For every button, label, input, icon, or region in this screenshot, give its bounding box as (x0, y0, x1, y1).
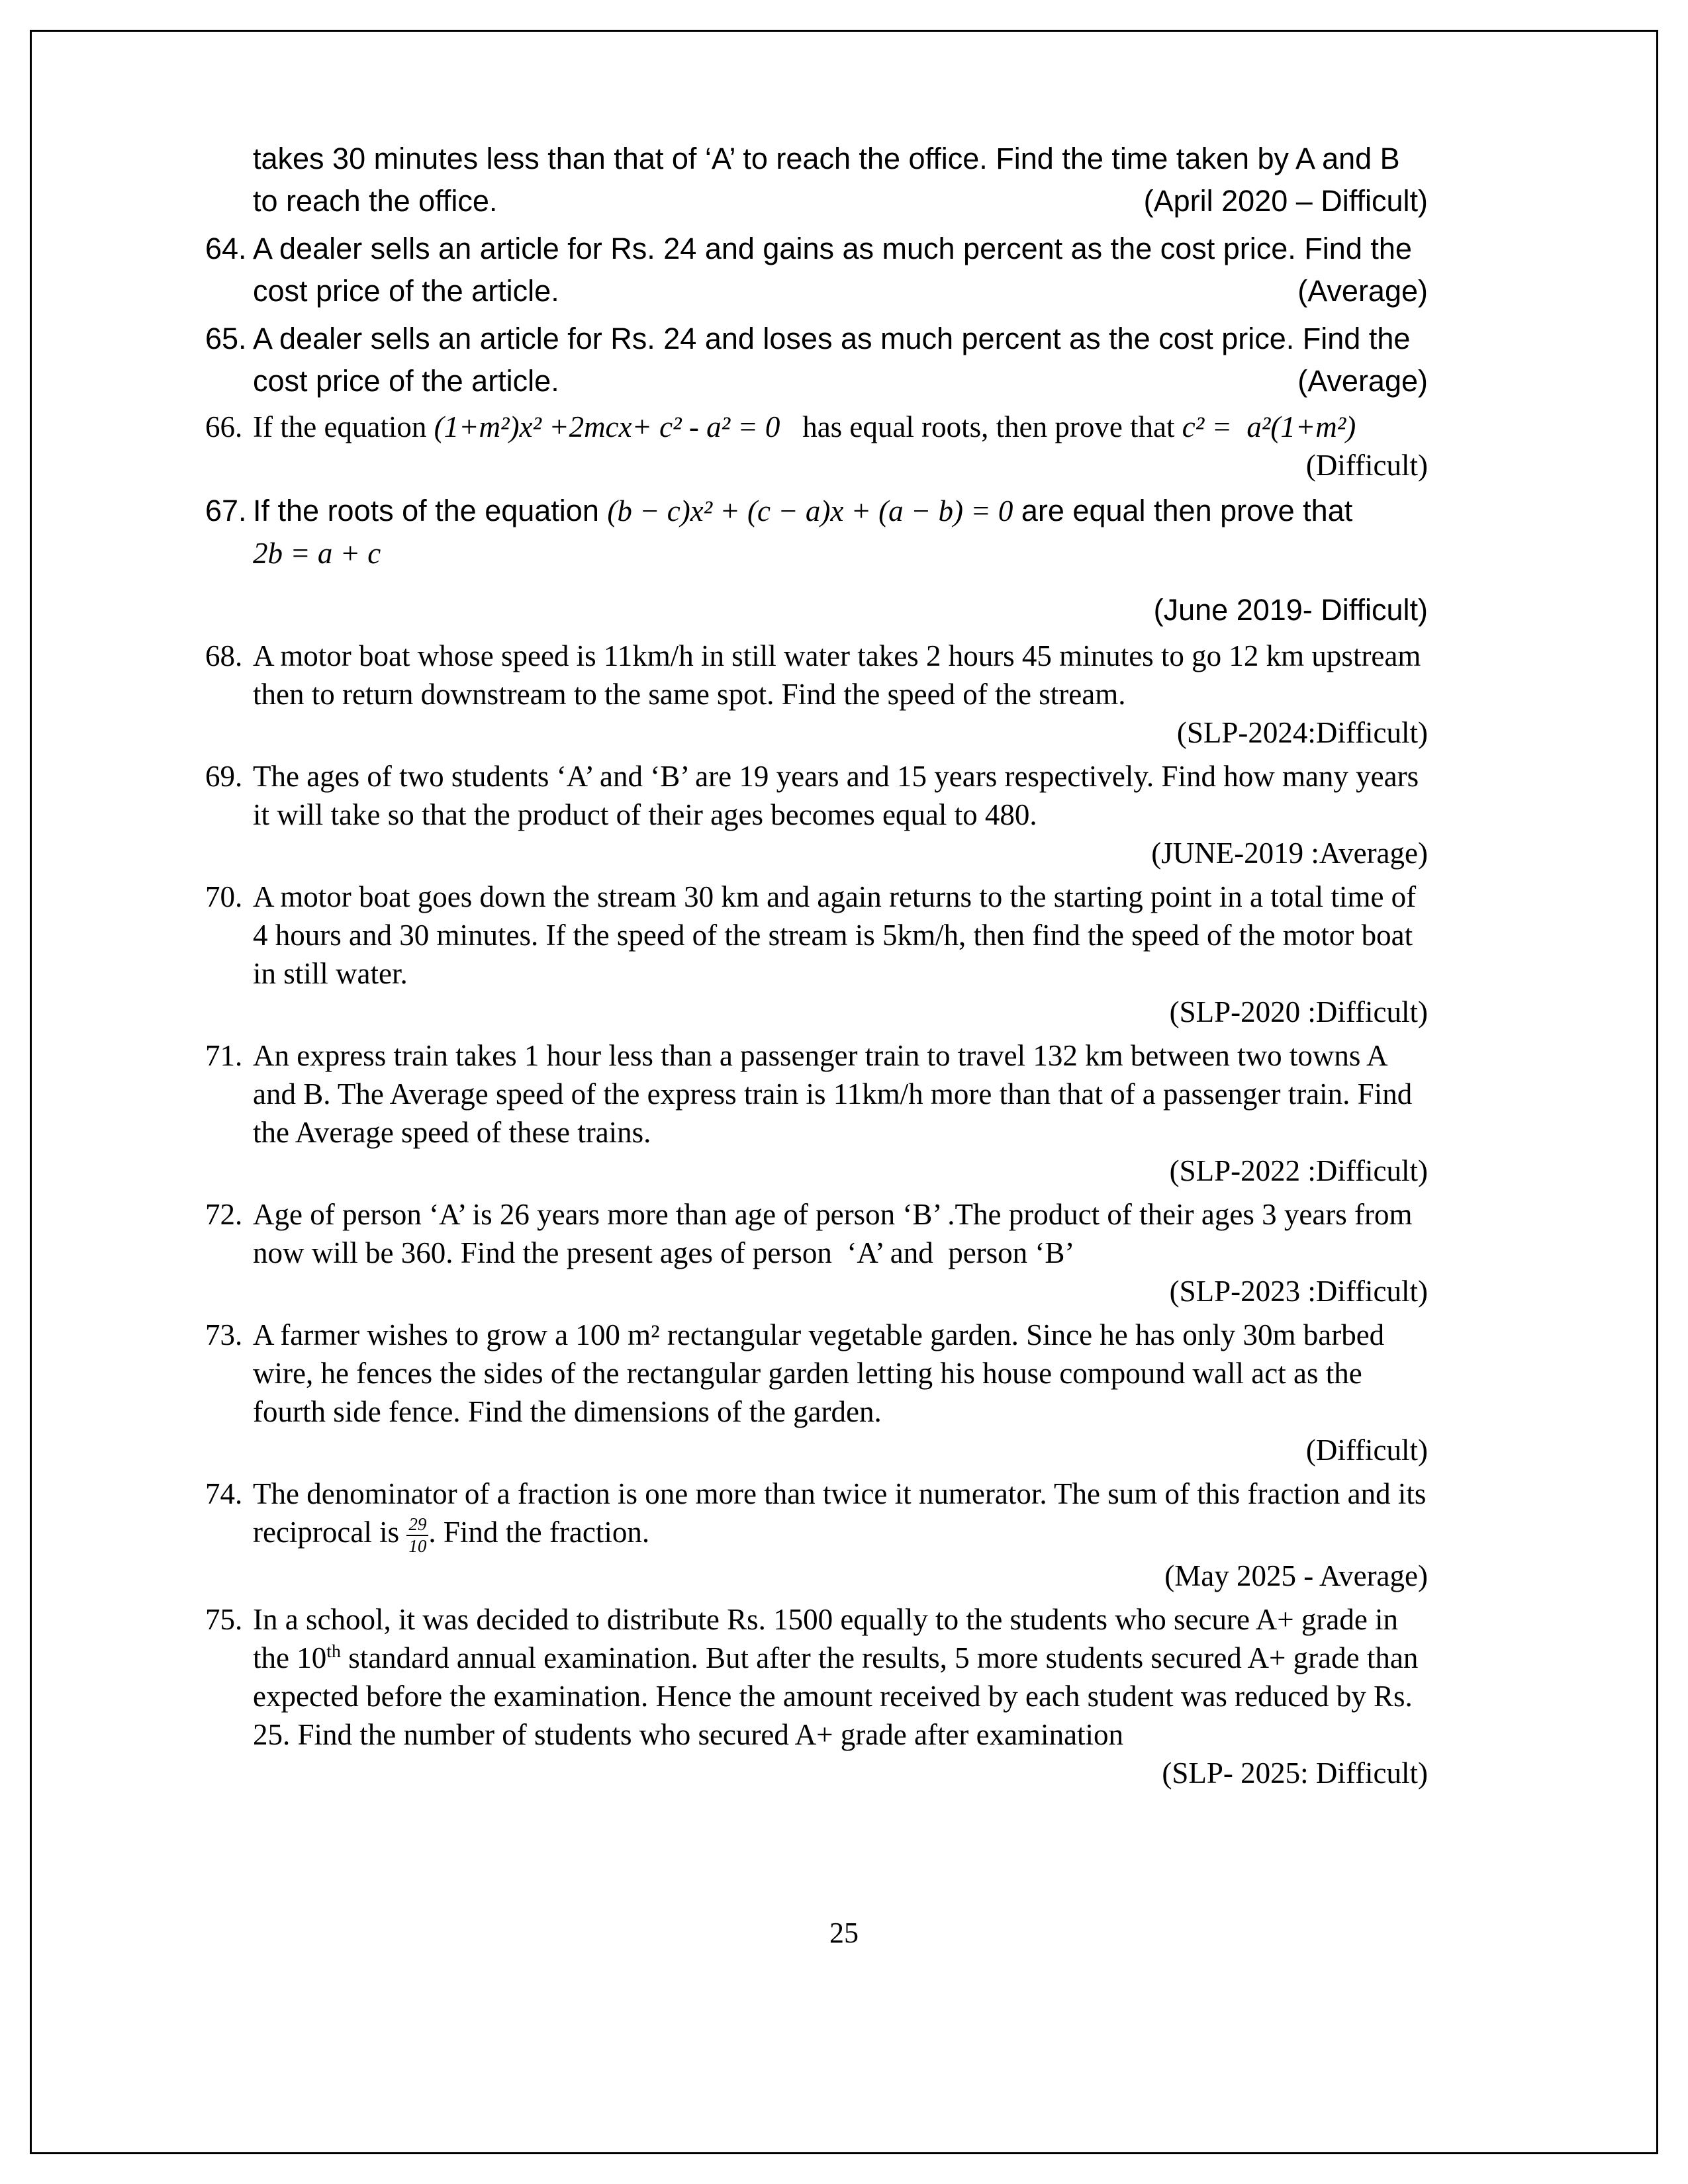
question-number (205, 138, 253, 222)
question-number: 71. (205, 1039, 243, 1072)
question-item (205, 878, 1428, 1031)
text-run: Age of person ‘A’ is 26 years more than age of person ‘B’ .The product of their ages 3 years from now will be 360. Find the present ages of person ‘A’ and person ‘B’ (253, 1198, 1420, 1269)
question-body (253, 1036, 1428, 1190)
text-run: . Find the fraction. (428, 1516, 650, 1549)
text-run: (1+m²)x² +2mcx+ c² - a² = 0 (434, 410, 780, 443)
question-text (253, 878, 1428, 993)
text-run: A dealer sells an article for Rs. 24 and gains as much percent as the cost price. Find the cost price of the article. (253, 232, 1421, 308)
text-run: th (326, 1641, 341, 1662)
question-item (205, 1195, 1428, 1310)
question-body (253, 1316, 1428, 1469)
text-run: c² = a²(1+m²) (1182, 410, 1356, 443)
text-run: In a school, it was decided to distribute Rs. 1500 equally to the students who secure A+ grade in the 10 (253, 1602, 1406, 1674)
text-run: A farmer wishes to grow a 100 m² rectangular vegetable garden. Since he has only 30m barbed wire, he fences the sides of the rectangular garden letting his house compound wall act as the fourth side fence. Find the dimensions of the garden. (253, 1318, 1392, 1428)
question-body (253, 637, 1428, 752)
question-number: 70. (205, 880, 243, 913)
question-text (253, 490, 1428, 532)
question-body (253, 1475, 1434, 1595)
question-item (205, 757, 1428, 872)
question-text-line2: 2b = a + c (253, 537, 381, 570)
question-item (205, 228, 1428, 312)
text-run: An express train takes 1 hour less than a passenger train to travel 132 km between two towns A and B. The Average speed of the express train is 11km/h more than that of a passenger train. Find the Average speed of these trains. (253, 1039, 1420, 1149)
source-tag: (Difficult) (1305, 1433, 1428, 1467)
text-run: has equal roots, then prove that (780, 410, 1182, 443)
question-number: 72. (205, 1198, 243, 1231)
question-number: 69. (205, 760, 243, 793)
question-body (253, 490, 1428, 631)
question-number: 66. (205, 410, 243, 443)
source-tag: (SLP-2022 :Difficult) (1169, 1154, 1428, 1187)
source-tag: (Difficult) (1305, 449, 1428, 482)
question-item (205, 318, 1428, 402)
question-item (205, 1316, 1428, 1469)
question-text (253, 318, 1428, 402)
question-text (253, 138, 1428, 222)
question-item (205, 490, 1428, 631)
question-body (253, 318, 1428, 402)
text-run: A motor boat whose speed is 11km/h in still water takes 2 hours 45 minutes to go 12 km upstream then to return downstream to the same spot. Find the speed of the stream. (253, 639, 1429, 711)
question-text (253, 637, 1428, 713)
text-run: If the equation (253, 410, 434, 443)
question-number: 64. (205, 232, 247, 265)
source-tag: (Average) (1297, 274, 1428, 308)
fraction-denominator: 10 (408, 1535, 427, 1556)
source-tag: (April 2020 – Difficult) (1143, 184, 1428, 218)
question-number: 65. (205, 322, 247, 355)
text-run: A motor boat goes down the stream 30 km and again returns to the starting point in a total time of 4 hours and 30 minutes. If the speed of the stream is 5km/h, then find the speed of the motor boat in still water. (253, 880, 1424, 990)
question-body (253, 878, 1428, 1031)
question-body (253, 1600, 1428, 1792)
page-border (30, 30, 1658, 2154)
question-text (253, 1600, 1428, 1754)
source-tag: (Average) (1297, 364, 1428, 398)
source-tag: (SLP-2024:Difficult) (1176, 716, 1428, 749)
text-run: (b − c)x² + (c − a)x + (a − b) = 0 (607, 494, 1013, 527)
source-tag: (June 2019- Difficult) (1153, 593, 1428, 627)
source-tag: (SLP- 2025: Difficult) (1162, 1756, 1428, 1790)
source-tag: (JUNE-2019 :Average) (1151, 837, 1428, 870)
questions-list (32, 32, 1656, 1792)
question-body (253, 757, 1428, 872)
question-text (253, 1036, 1428, 1152)
question-text (253, 1316, 1428, 1431)
question-body (253, 228, 1428, 312)
question-item (205, 408, 1428, 484)
question-item (205, 1600, 1428, 1792)
question-body (253, 1195, 1428, 1310)
text-run: are equal then prove that (1013, 494, 1353, 527)
text-run: A dealer sells an article for Rs. 24 and loses as much percent as the cost price. Find the cost price of the article. (253, 322, 1419, 398)
question-text (253, 1195, 1428, 1272)
page-number: 25 (829, 1917, 859, 1949)
source-tag: (SLP-2023 :Difficult) (1169, 1275, 1428, 1308)
question-number: 73. (205, 1318, 243, 1351)
question-item (205, 1036, 1428, 1190)
question-text (253, 757, 1428, 834)
question-text (253, 1475, 1434, 1557)
source-tag: (May 2025 - Average) (1164, 1559, 1428, 1592)
question-number: 74. (205, 1477, 243, 1510)
text-run: takes 30 minutes less than that of ‘A’ to reach the office. Find the time taken by A and B to reach the office. (253, 142, 1409, 218)
fraction-numerator: 29 (406, 1514, 428, 1536)
question-body (253, 138, 1428, 222)
question-item (205, 637, 1428, 752)
question-number: 75. (205, 1602, 243, 1636)
fraction (406, 1514, 428, 1557)
source-tag: (SLP-2020 :Difficult) (1169, 995, 1428, 1028)
question-number: 67. (205, 494, 247, 527)
question-number: 68. (205, 639, 243, 672)
question-text (253, 408, 1428, 446)
question-item (205, 1475, 1434, 1595)
text-run: The ages of two students ‘A’ and ‘B’ are 19 years and 15 years respectively. Find how many years it will take so that the product of their ages becomes equal to 480. (253, 760, 1427, 831)
question-body (253, 408, 1428, 484)
text-run: standard annual examination. But after the results, 5 more students secured A+ grade than expected before the examination. Hence the amount received by each student was reduced by Rs. 25. Find the number of students who secured A+ grade after examination (253, 1641, 1426, 1751)
continuation-paragraph (205, 138, 1428, 222)
question-text (253, 228, 1428, 312)
text-run: The denominator of a fraction is one more than twice it numerator. The sum of this fraction and its reciprocal is (253, 1477, 1434, 1549)
text-run: If the roots of the equation (253, 494, 608, 527)
